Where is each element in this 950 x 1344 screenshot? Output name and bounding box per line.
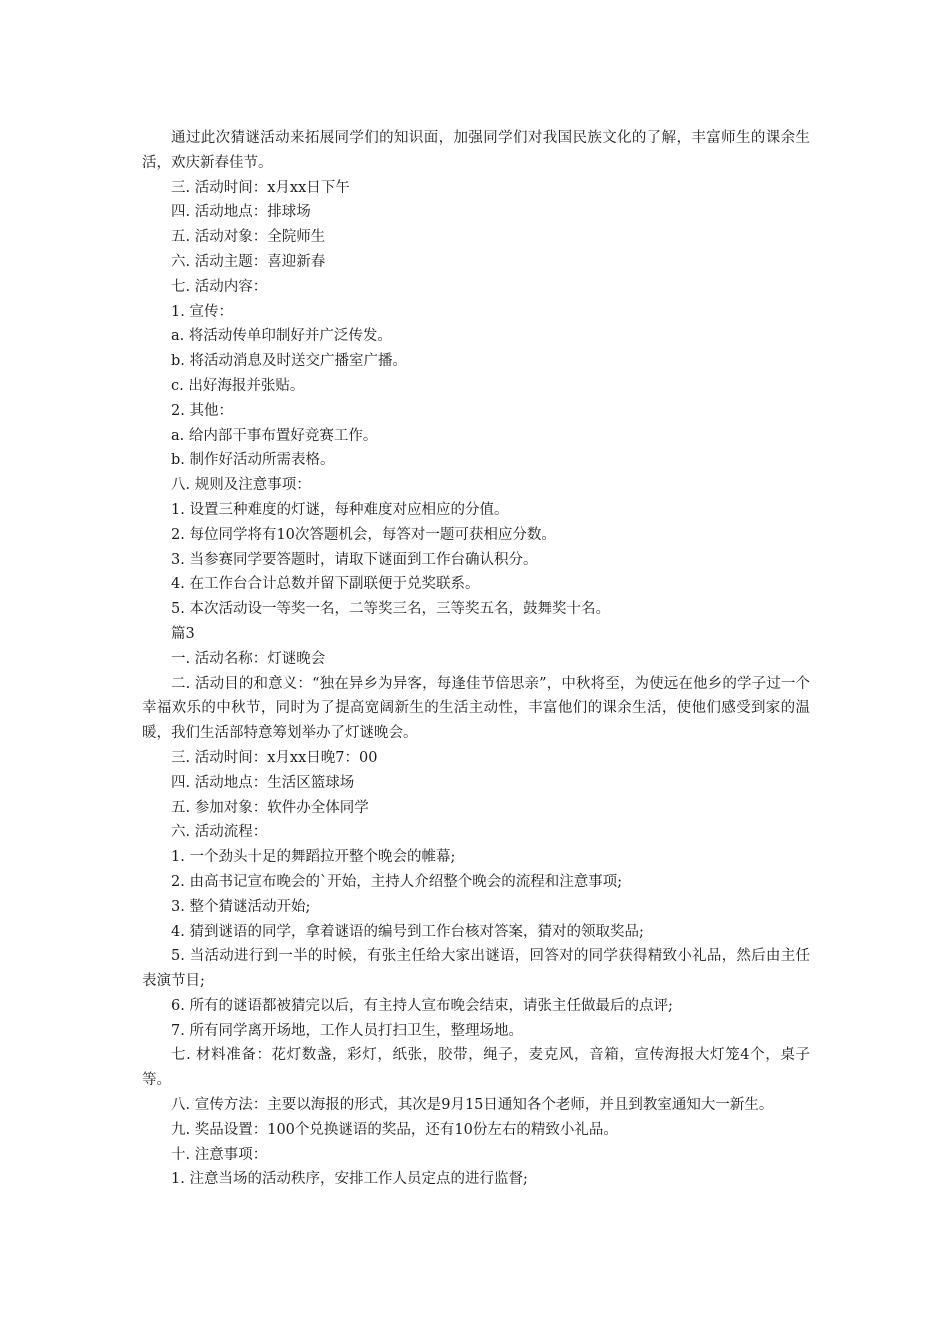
paragraph: 九. 奖品设置：100个兑换谜语的奖品，还有10份左右的精致小礼品。 [171,1121,618,1138]
section-heading: 篇3 [171,625,195,642]
paragraph: 八. 宣传方法：主要以海报的形式，其次是9月15日通知各个老师，并且到教室通知大一新生。 [171,1097,774,1114]
paragraph: 四. 活动地点：生活区篮球场 [171,774,355,791]
paragraph: 7. 所有同学离开场地，工作人员打扫卫生，整理场地。 [171,1022,523,1039]
paragraph: 二. 活动目的和意义：“独在异乡为异客，每逢佳节倍思亲”，中秋将至，为使远在他乡的学子过一个幸福欢乐的中秋节，同时为了提高宽阔新生的生活主动性，丰富他们的课余生活，使他们感受到家的温暖，我们生活部特意筹划举办了灯谜晚会。 [142,675,810,742]
paragraph: 2. 由高书记宣布晚会的`开始，主持人介绍整个晚会的流程和注意事项; [171,873,623,890]
paragraph: 3. 当参赛同学要答题时，请取下谜面到工作台确认积分。 [171,551,538,568]
paragraph: 七. 材料准备：花灯数盏，彩灯，纸张，胶带，绳子，麦克风，音箱，宣传海报大灯笼4个，桌子等。 [142,1047,810,1089]
paragraph: 5. 本次活动设一等奖一名，二等奖三名，三等奖五名，鼓舞奖十名。 [171,601,610,618]
paragraph: 1. 注意当场的活动秩序，安排工作人员定点的进行监督; [171,1171,528,1188]
paragraph: 3. 整个猜谜活动开始; [171,898,311,915]
paragraph: 2. 其他： [171,402,233,419]
paragraph: 四. 活动地点：排球场 [171,204,311,221]
paragraph: 三. 活动时间：x月xx日下午 [171,179,350,196]
paragraph: 通过此次猜谜活动来拓展同学们的知识面，加强同学们对我国民族文化的了解，丰富师生的课余生活，欢庆新春佳节。 [142,130,810,171]
paragraph: 六. 活动流程： [171,824,268,841]
paragraph: b. 将活动消息及时送交广播室广播。 [171,353,407,370]
paragraph: 一. 活动名称：灯谜晚会 [171,650,326,667]
paragraph: 6. 所有的谜语都被猜完以后，有主持人宣布晚会结束，请张主任做最后的点评; [171,997,673,1014]
paragraph: 1. 宣传： [171,303,233,320]
paragraph: 六. 活动主题：喜迎新春 [171,253,326,270]
paragraph: b. 制作好活动所需表格。 [171,452,335,469]
paragraph: c. 出好海报并张贴。 [171,377,305,394]
paragraph: 十. 注意事项： [171,1146,268,1163]
paragraph: 2. 每位同学将有10次答题机会，每答对一题可获相应分数。 [171,526,556,543]
paragraph: 三. 活动时间：x月xx日晚7：00 [171,749,378,766]
paragraph: a. 给内部干事布置好竞赛工作。 [171,427,378,444]
paragraph: 4. 猜到谜语的同学，拿着谜语的编号到工作台核对答案，猜对的领取奖品; [171,923,644,940]
paragraph: 七. 活动内容： [171,278,268,295]
paragraph: 1. 设置三种难度的灯谜，每种难度对应相应的分值。 [171,501,509,518]
paragraph: 五. 活动对象：全院师生 [171,229,326,246]
document-body [142,126,810,1192]
paragraph: 1. 一个劲头十足的舞蹈拉开整个晚会的帷幕; [171,849,456,866]
paragraph: 八. 规则及注意事项： [171,477,311,494]
paragraph: a. 将活动传单印制好并广泛传发。 [171,328,392,345]
paragraph: 5. 当活动进行到一半的时候，有张主任给大家出谜语，回答对的同学获得精致小礼品，然后由主任表演节目; [142,948,810,990]
paragraph: 五. 参加对象：软件办全体同学 [171,799,369,816]
paragraph: 4. 在工作台合计总数并留下副联便于兑奖联系。 [171,576,480,593]
